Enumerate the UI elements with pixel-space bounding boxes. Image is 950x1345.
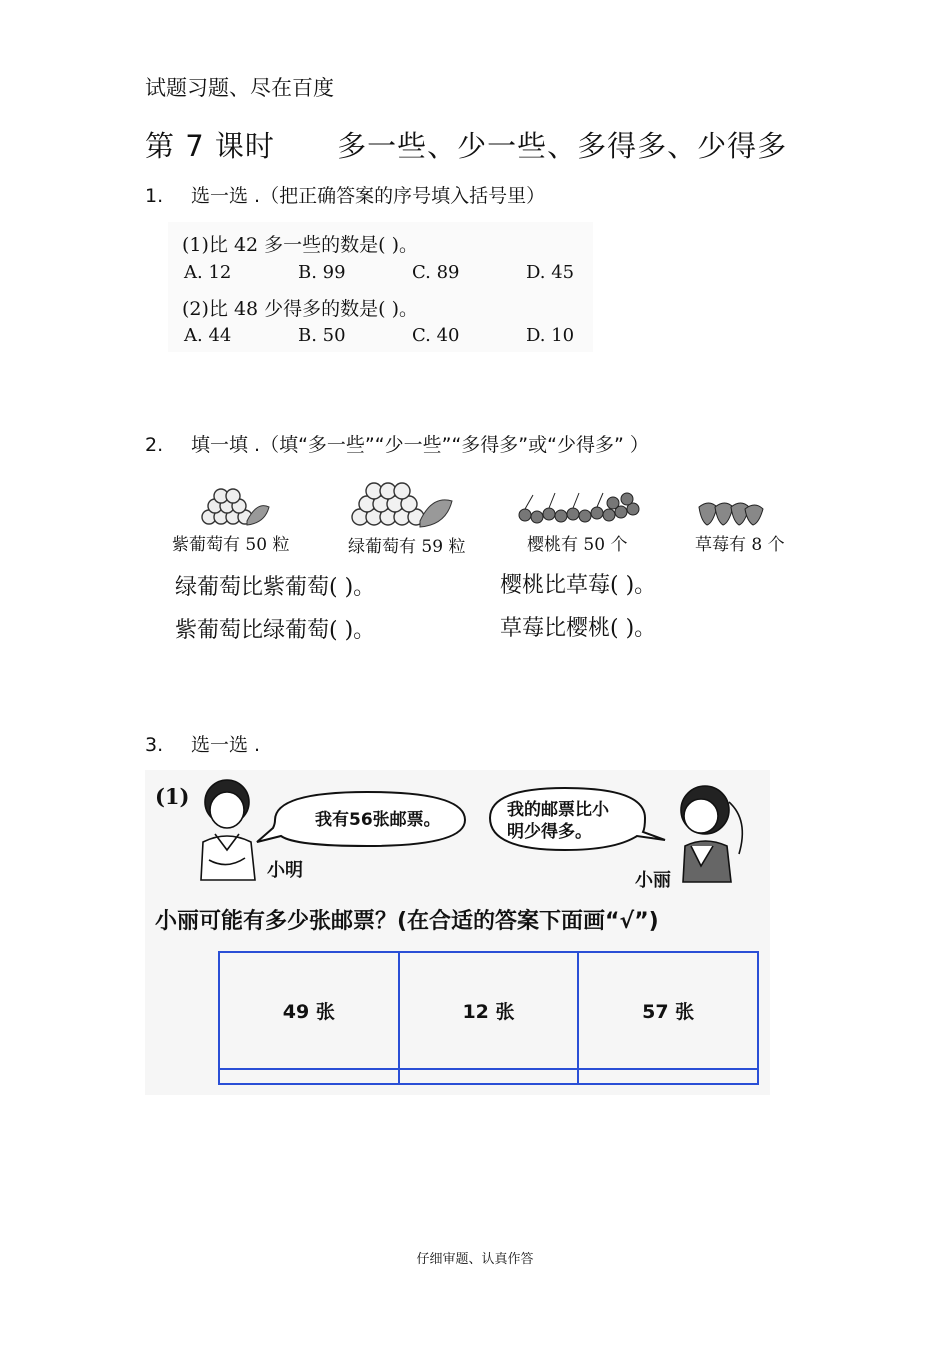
q3-box <box>145 770 770 1095</box>
fill-blank-2: 樱桃比草莓( )。 <box>500 573 657 598</box>
q1-instruction <box>145 181 545 208</box>
page-footer: 仔细审题、认真作答 <box>416 1252 534 1267</box>
table-header-cell: 49 张 <box>219 952 399 1069</box>
q2-box <box>160 475 800 650</box>
q1-part2-option-b: B. 50 <box>298 325 346 346</box>
fruit-label-strawberries: 草莓有 8 个 <box>695 535 785 555</box>
q1-part2-option-d: D. 10 <box>526 325 575 346</box>
q1-part2-option-c: C. 40 <box>412 325 460 346</box>
fill-blank-4: 草莓比樱桃( )。 <box>500 616 657 641</box>
fruit-label-purple-grapes: 紫葡萄有 50 粒 <box>172 535 290 555</box>
fill-blank-3: 紫葡萄比绿葡萄( )。 <box>175 618 376 643</box>
q3-text: 选一选 . <box>191 734 261 756</box>
boy-speech: 我有56张邮票。 <box>315 810 441 830</box>
boy-name: 小明 <box>267 860 303 881</box>
q1-part1-option-a: A. 12 <box>184 262 232 283</box>
lesson-number: 第 7 课时 <box>145 129 275 163</box>
q3-question: 小丽可能有多少张邮票？(在合适的答案下面画“√”) <box>155 909 659 934</box>
lesson-topic: 多一些、少一些、多得多、少得多 <box>337 129 788 163</box>
q1-part1-option-b: B. 99 <box>298 262 346 283</box>
q2-text: 填一填 .（填“多一些”“少一些”“多得多”或“少得多” ） <box>191 434 649 456</box>
q1-part2-stem: (2)比 48 少得多的数是( )。 <box>182 298 419 320</box>
table-header-cell: 57 张 <box>578 952 758 1069</box>
q3-number: 3. <box>145 734 164 756</box>
q2-number: 2. <box>145 434 164 456</box>
green-grapes-icon <box>348 477 458 533</box>
table-header-cell: 12 张 <box>399 952 579 1069</box>
table-header-row <box>219 952 758 1069</box>
answer-table <box>218 951 759 1085</box>
q3-instruction <box>145 730 260 757</box>
answer-cell-12[interactable] <box>399 1069 579 1084</box>
lesson-title <box>145 124 787 165</box>
fruit-label-green-grapes: 绿葡萄有 59 粒 <box>348 537 466 557</box>
page-header: 试题习题、尽在百度 <box>145 76 334 100</box>
q1-text: 选一选 .（把正确答案的序号填入括号里） <box>191 185 546 207</box>
table-answer-row <box>219 1069 758 1084</box>
q1-part1-option-c: C. 89 <box>412 262 460 283</box>
answer-cell-57[interactable] <box>578 1069 758 1084</box>
q1-part2-option-a: A. 44 <box>184 325 232 346</box>
girl-name: 小丽 <box>635 870 671 891</box>
answer-cell-49[interactable] <box>219 1069 399 1084</box>
strawberries-icon <box>695 497 765 527</box>
girl-speech-line1: 我的邮票比小 <box>507 800 609 820</box>
q1-part1-stem: (1)比 42 多一些的数是( )。 <box>182 234 419 256</box>
q3-part-label: (1) <box>155 784 190 809</box>
q1-box <box>168 222 593 352</box>
cherries-icon <box>515 487 645 527</box>
fill-blank-1: 绿葡萄比紫葡萄( )。 <box>175 575 376 600</box>
q1-part1-option-d: D. 45 <box>526 262 575 283</box>
q1-number: 1. <box>145 185 164 207</box>
q2-instruction <box>145 430 649 457</box>
fruit-label-cherries: 樱桃有 50 个 <box>527 535 628 555</box>
purple-grapes-icon <box>195 485 275 530</box>
girl-speech-line2: 明少得多。 <box>507 822 592 842</box>
